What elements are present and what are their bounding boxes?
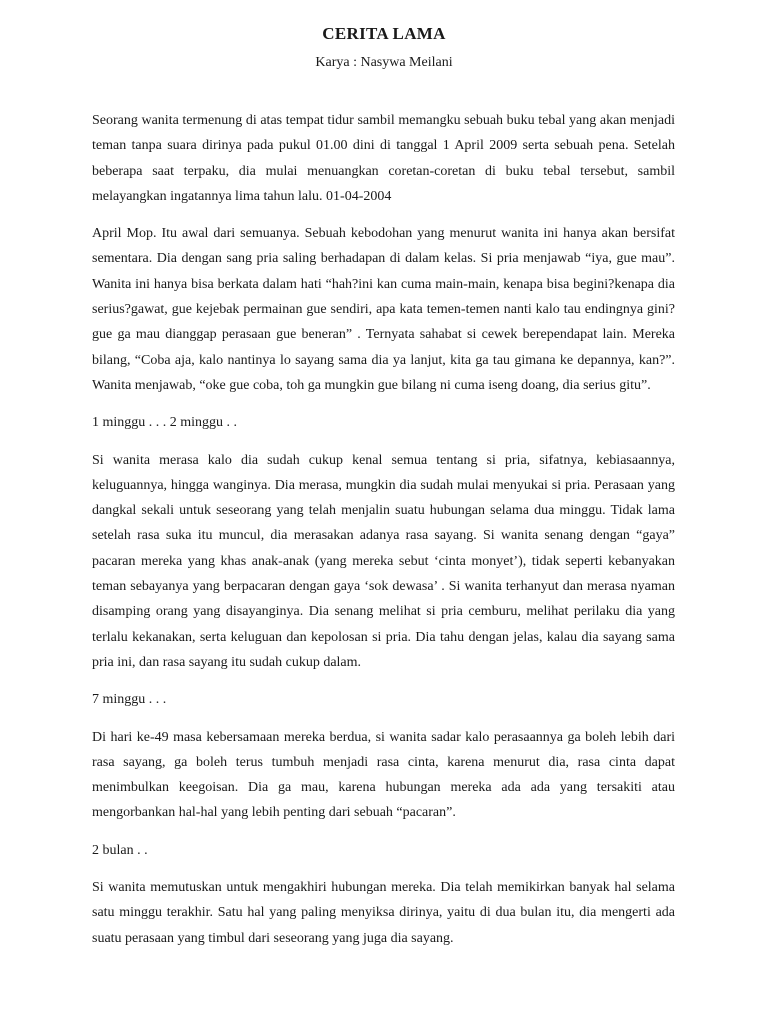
story-body [92,108,675,963]
paragraph-decision: Si wanita memutuskan untuk mengakhiri hubungan mereka. Dia telah memikirkan banyak hal selama satu minggu terakhir. Satu hal yang paling menyiksa dirinya, yaitu di dua bulan itu, dia mengerti ada suatu perasaan yang timbul dari seseorang yang juga dia sayang. [92,880,675,946]
time-marker-two-weeks: 1 minggu . . . 2 minggu . . [92,415,238,431]
paragraph-opening: Seorang wanita termenung di atas tempat tidur sambil memangku sebuah buku tebal yang akan menjadi teman tanpa suara dirinya pada pukul 01.00 dini di tanggal 1 April 2009 serta sebuah pena. Setelah beberapa saat terpaku, dia mulai menuangkan coretan-coretan di buku tebal tersebut, sambil melayangkan ingatannya lima tahun lalu. 01-04-2004 [92,113,675,204]
paragraph-day-49: Di hari ke-49 masa kebersamaan mereka berdua, si wanita sadar kalo perasaannya ga boleh lebih dari rasa sayang, ga boleh terus tumbuh menjadi rasa cinta, karena menurut dia, rasa cinta dapat menimbulkan keegoisan. Dia ga mau, karena hubungan mereka ada ada yang tersakiti atau mengorbankan hal-hal yang lebih penting dari sebuah “pacaran”. [92,729,675,821]
time-marker-seven-weeks: 7 minggu . . . [92,692,167,708]
paragraph-feelings: Si wanita merasa kalo dia sudah cukup kenal semua tentang si pria, sifatnya, kebiasaannya, keluguannya, hingga wanginya. Dia merasa, mungkin dia sudah mulai menyukai si pria. Perasaan yang dangkal sekali untuk seseorang yang telah menjalin suatu hubungan selama dua minggu. Tidak lama setelah rasa suka itu muncul, dia merasakan adanya rasa sayang. Si wanita senang dengan “gaya” pacaran mereka yang khas anak-anak (yang mereka sebut ‘cinta monyet’), tidak seperti kebanyakan teman sebayanya yang berpacaran dengan gaya ‘sok dewasa’ . Si wanita terhanyut dan merasa nyaman disamping orang yang disayanginya. Dia senang melihat si pria cemburu, melihat perilaku dia yang terlalu kekanakan, serta keluguan dan kepolosan si pria. Dia tahu dengan jelas, kalau dia sayang sama pria ini, dan rasa sayang itu sudah cukup dalam. [92,452,675,670]
time-marker-two-months: 2 bulan . . [92,842,148,858]
story-author: Karya : Nasywa Meilani [315,55,453,70]
story-title: CERITA LAMA [322,24,446,43]
paragraph-april-mop: April Mop. Itu awal dari semuanya. Sebuah kebodohan yang menurut wanita ini hanya akan bersifat sementara. Dia dengan sang pria saling berhadapan di dalam kelas. Si pria menjawab “iya, gue mau”. Wanita ini hanya bisa berkata dalam hati “hah?ini kan cuma main-main, kenapa bisa begini?kenapa dia serius?gawat, gue kejebak permainan gue sendiri, apa kata temen-temen nanti kalo tau endingnya gini?gue ga mau dianggap perasaan gue beneran” . Ternyata sahabat si cewek berependapat lain. Mereka bilang, “Coba aja, kalo nantinya lo sayang sama dia ya lanjut, kita ga tau gimana ke depannya, kan?”. Wanita menjawab, “oke gue coba, toh ga mungkin gue bilang ni cuma iseng doang, dia serius gitu”. [92,226,675,393]
